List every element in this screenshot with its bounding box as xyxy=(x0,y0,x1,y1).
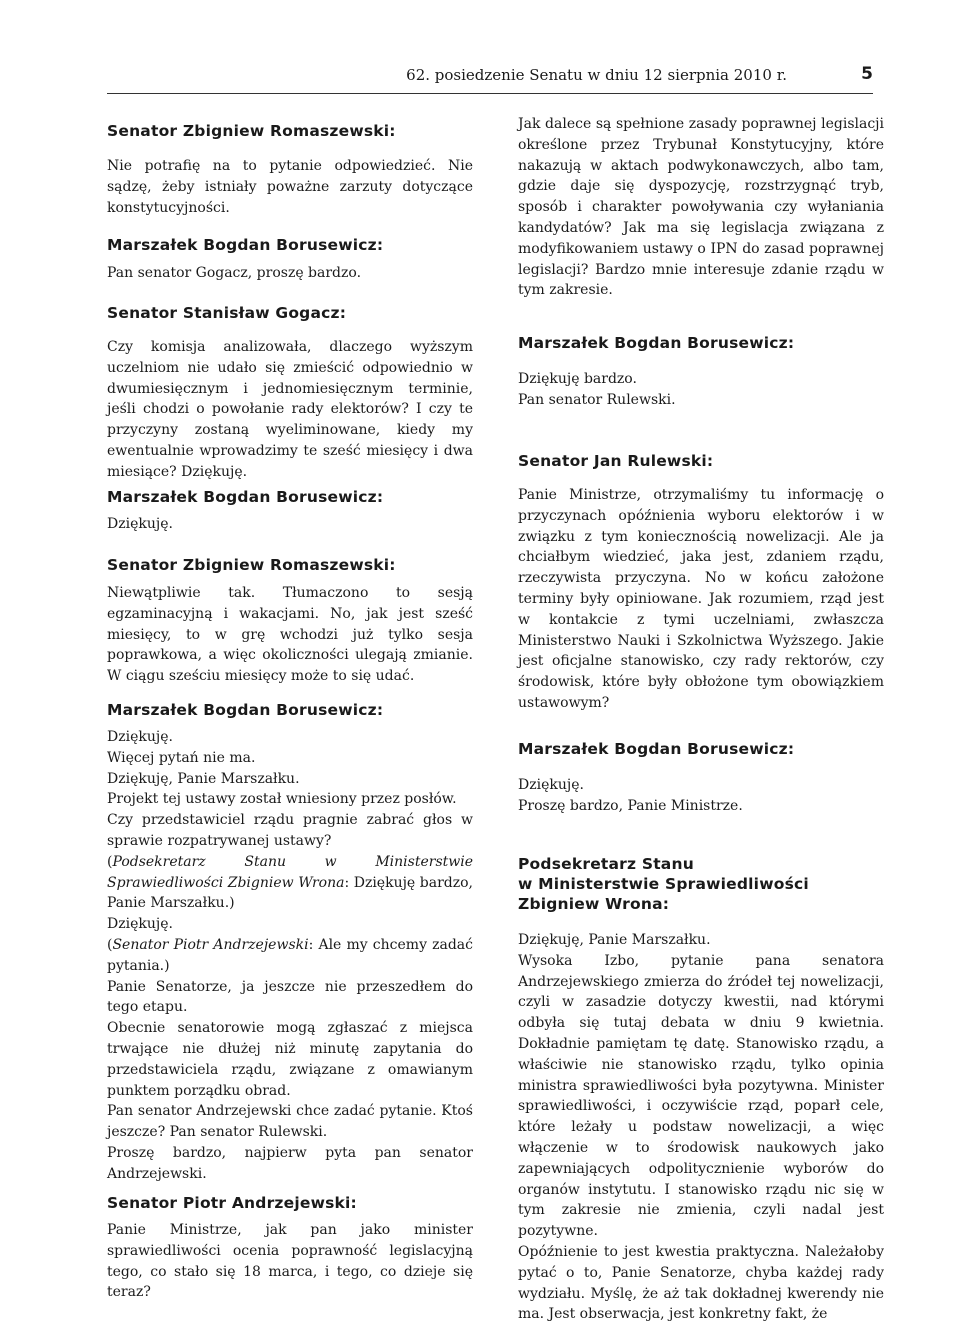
speaker-heading: Marszałek Bogdan Borusewicz: xyxy=(107,236,384,254)
paragraph: Panie Senatorze, ja jeszcze nie przeszedłem do tego etapu. xyxy=(107,978,473,1016)
paragraph: Obecnie senatorowie mogą zgłaszać z miejsca trwające nie dłużej niż minutę zapytania do przedstawiciela rządu, związane z omawianym punktem porządku obrad. xyxy=(107,1020,473,1099)
paragraph: Dziękuję, Panie Marszałku. xyxy=(518,932,711,948)
paragraph: Dziękuję. xyxy=(107,729,173,745)
paragraph: Dziękuję. xyxy=(107,916,173,933)
speaker-heading-multiline: Podsekretarz Stanu w Ministerstwie Sprawiedliwości Zbigniew Wrona: xyxy=(518,855,809,913)
header-title: 62. posiedzenie Senatu w dniu 12 sierpnia 2010 r. xyxy=(406,66,787,84)
speaker-heading: Marszałek Bogdan Borusewicz: xyxy=(107,701,384,719)
header-rule xyxy=(107,93,873,94)
paragraph: Pan senator Andrzejewski chce zadać pytanie. Ktoś jeszcze? Pan senator Rulewski. xyxy=(107,1103,473,1141)
paragraph: Opóźnienie to jest kwestia praktyczna. Należałoby pytać o to, Panie Senatorze, chyba każdej rady wydziału. Myślę, że aż tak dokładnej kwerendy nie ma. Jest obserwacja, jest konkretny fakt, że xyxy=(518,1243,884,1323)
paragraph-group xyxy=(107,727,473,1185)
speaker-heading: Senator Zbigniew Romaszewski: xyxy=(107,556,396,574)
italic-speaker: Senator Piotr Andrzejewski xyxy=(112,936,309,953)
paragraph: Dziękuję. xyxy=(518,777,584,793)
paragraph: Więcej pytań nie ma. xyxy=(107,749,256,766)
paragraph: (Podsekretarz Stanu w Ministerstwie Sprawiedliwości Zbigniew Wrona: Dziękuję bardzo, Panie Marszałku.) xyxy=(107,853,473,912)
paragraph: Nie potrafię na to pytanie odpowiedzieć. Nie sądzę, żeby istniały poważne zarzuty dotyczące konstytucyjności. xyxy=(107,158,473,216)
paragraph: Panie Ministrze, otrzymaliśmy tu informację o przyczynach opóźnienia wyboru elektorów i w związku z tym koniecznością nowelizacji. Ale ja chciałbym wiedzieć, jaka jest, zdaniem rządu, rzeczywista przyczyna. No w końcu założone terminy były opiniowane. Jak rozumiem, rząd jest w kontakcie z tymi uczelniami, zwłaszcza Ministerstwo Nauki i Szkolnictwa Wyższego. Jakie jest oficjalne stanowisko, czy rady rektorów, czy środowisk, które były obłożone tym obowiązkiem ustawowym? xyxy=(518,487,884,711)
paragraph: Wysoka Izbo, pytanie pana senatora Andrzejewskiego zmierza do źródeł tej nowelizacji, czyli w zasadzie dotyczy kwestii, nad którymi odbyła się tutaj debata w dniu 9 kwietnia. Dokładnie pamiętam tę datę. Stanowisko rządu, a właściwie nie stanowisko rządu, tylko opinia ministra sprawiedliwości była pozytywna. Minister sprawiedliwości, i oczywiście rząd, poparł cele, które leżały u podstaw nowelizacji, a więc włączenie w to środowisk naukowych jako zapewniających odpolitycznienie wyborów do organów instytutu. I stanowisko rządu nic się w tym zakresie nie zmienia, czyli nadal jest pozytywne. xyxy=(518,952,884,1240)
paragraph: Niewątpliwie tak. Tłumaczono to sesją egzaminacyjną i wakacjami. No, jak jest sześć miesięcy, to w grę wchodzi już tylko sesja poprawkowa, a więc okoliczności ulegają zmianie. W ciągu sześciu miesięcy może to się udać. xyxy=(107,585,473,685)
speaker-heading: Marszałek Bogdan Borusewicz: xyxy=(518,334,795,352)
paragraph: Czy przedstawiciel rządu pragnie zabrać głos w sprawie rozpatrywanej ustawy? xyxy=(107,812,473,849)
paragraph: Pan senator Rulewski. xyxy=(518,391,676,408)
speaker-heading: Senator Piotr Andrzejewski: xyxy=(107,1194,357,1212)
paragraph: Projekt tej ustawy został wniesiony przez posłów. xyxy=(107,791,457,808)
paragraph: Pan senator Gogacz, proszę bardzo. xyxy=(107,265,362,281)
speaker-heading: Senator Zbigniew Romaszewski: xyxy=(107,122,396,140)
page-header xyxy=(107,62,873,92)
paragraph: Jak dalece są spełnione zasady poprawnej legislacji określone przez Trybunał Konstytucyjny, które nakazują w aktach podwykonawczych, albo tam, gdzie daje się dyspozycję, rozstrzygnąć tryb, sposób i charakter powoływania czy wyłaniania kandydatów? Jak ma się legislacja związana z modyfikowaniem ustawy o IPN do zasad poprawnej legislacji? Bardzo mnie interesuje zdanie rządu w tym zakresie. xyxy=(518,116,884,299)
paragraph: Czy komisja analizowała, dlaczego wyższym uczelniom nie udało się zmieścić odpowiednio w dwumiesięcznym i jednomiesięcznym terminie, jeśli chodzi o powołanie rady elektorów? I czy te przyczyny zostaną wyeliminowane, kiedy my ewentualnie wprowadzimy te sześć miesięcy i dwa miesiące? Dziękuję. xyxy=(107,339,473,480)
paragraph-group xyxy=(518,775,884,817)
paragraph-group xyxy=(518,930,884,1325)
paragraph: Proszę bardzo, Panie Ministrze. xyxy=(518,797,743,814)
paragraph: Dziękuję, Panie Marszałku. xyxy=(107,770,300,787)
speaker-heading: Marszałek Bogdan Borusewicz: xyxy=(518,740,795,758)
speaker-heading: Senator Stanisław Gogacz: xyxy=(107,304,347,322)
paragraph: Dziękuję. xyxy=(107,516,173,532)
speaker-heading: Marszałek Bogdan Borusewicz: xyxy=(107,488,384,506)
page-number: 5 xyxy=(861,64,873,84)
paragraph: Panie Ministrze, jak pan jako minister sprawiedliwości ocenia poprawność legislacyjną tego, co stało się 18 marca, i tego, co dzieje się teraz? xyxy=(107,1222,473,1301)
italic-speaker: Podsekretarz Stanu w Ministerstwie Sprawiedliwości Zbigniew Wrona xyxy=(107,853,473,891)
paragraph-group xyxy=(518,369,884,411)
speaker-heading: Senator Jan Rulewski: xyxy=(518,452,714,470)
paragraph: Dziękuję bardzo. xyxy=(518,371,637,387)
paragraph: (Senator Piotr Andrzejewski: Ale my chcemy zadać pytania.) xyxy=(107,936,473,974)
paragraph: Proszę bardzo, najpierw pyta pan senator Andrzejewski. xyxy=(107,1144,473,1182)
